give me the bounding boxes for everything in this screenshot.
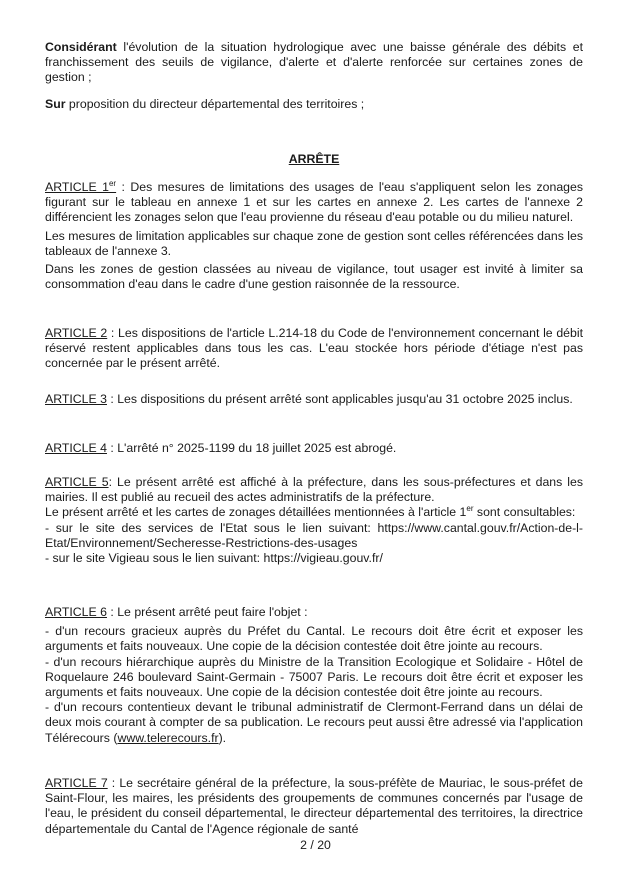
article-6-intro-text: : Le présent arrêté peut faire l'objet : bbox=[106, 605, 308, 619]
article-2-text: : Les dispositions de l'article L.214-18 du Code de l'environnement concernant le débit réservé restent applicables dans tous les cas. L'eau stockée hors période d'étiage n'est pas concernée par le présent arrêté. bbox=[45, 326, 583, 371]
arrete-title: ARRÊTE bbox=[288, 152, 340, 166]
article-1-paragraph-3: Dans les zones de gestion classées au niveau de vigilance, tout usager est invité à limiter sa consommation d'eau dans le cadre d'une gestion raisonnée de la ressource. bbox=[45, 262, 583, 292]
article-1-label bbox=[45, 180, 116, 194]
article-1-label-sup: er bbox=[108, 178, 117, 188]
article-5-text-2a: Le présent arrêté et les cartes de zonages détaillées mentionnées à l'article 1 bbox=[45, 505, 467, 520]
article-2 bbox=[45, 326, 583, 372]
article-1-paragraph-2: Les mesures de limitation applicables sur chaque zone de gestion sont celles référencées dans les tableaux de l'annexe 3. bbox=[45, 228, 583, 258]
article-3-paragraph bbox=[45, 392, 583, 407]
article-5-paragraph-1 bbox=[45, 475, 583, 505]
telerecours-link[interactable]: www.telerecours.fr bbox=[117, 730, 219, 745]
sur-keyword: Sur bbox=[45, 97, 66, 111]
considerant-text: l'évolution de la situation hydrologique avec une baisse générale des débits et franchissement des seuils de vigilance, d'alerte et d'alerte renforcée sur certaines zones de gestion ; bbox=[45, 40, 583, 85]
considerant-block bbox=[45, 40, 583, 86]
article-2-label: ARTICLE 2 bbox=[45, 326, 108, 340]
article-5-paragraph-2 bbox=[45, 505, 583, 520]
page-number: 2 / 20 bbox=[300, 838, 331, 852]
article-1-text-1: : Des mesures de limitations des usages de l'eau s'appliquent selon les zonages figurant sur le tableau en annexe 1 et sur les cartes en annexe 2. Les cartes de l'annexe 2 différencient les zonages selon que l'eau provienne du réseau d'eau potable ou du milieu naturel. bbox=[45, 180, 584, 225]
article-1 bbox=[45, 180, 583, 292]
article-5-text-1: : Le présent arrêté est affiché à la préfecture, dans les sous-préfectures et dans les mairies. Il est publié au recueil des actes administratifs de la préfecture. bbox=[45, 475, 584, 505]
article-7 bbox=[45, 776, 583, 837]
article-7-paragraph bbox=[45, 776, 583, 837]
article-4-paragraph bbox=[45, 441, 583, 456]
article-3 bbox=[45, 392, 583, 407]
article-6-label: ARTICLE 6 bbox=[45, 605, 107, 619]
article-4 bbox=[45, 441, 583, 456]
article-5-label: ARTICLE 5 bbox=[45, 475, 109, 489]
article-1-label-text: ARTICLE 1 bbox=[45, 180, 109, 194]
article-6-paragraph-1: - d'un recours gracieux auprès du Préfet du Cantal. Le recours doit être écrit et exposer les arguments et faits nouveaux. Une copie de la décision contestée doit être jointe au recours. bbox=[45, 624, 583, 654]
article-5-paragraph-4: - sur le site Vigieau sous le lien suivant: https://vigieau.gouv.fr/ bbox=[45, 551, 383, 566]
article-5-sup: er bbox=[466, 504, 474, 514]
article-6 bbox=[45, 605, 583, 746]
article-5 bbox=[45, 475, 583, 566]
article-4-label: ARTICLE 4 bbox=[45, 441, 107, 455]
article-6-text-3b: ). bbox=[218, 730, 227, 745]
article-4-text: : L'arrêté n° 2025-1199 du 18 juillet 2025 est abrogé. bbox=[106, 441, 397, 455]
article-6-paragraph-3 bbox=[45, 700, 583, 746]
article-3-label: ARTICLE 3 bbox=[45, 392, 107, 406]
considerant-paragraph bbox=[45, 40, 583, 86]
considerant-keyword: Considérant bbox=[45, 40, 117, 54]
arrete-block bbox=[45, 152, 583, 167]
sur-paragraph bbox=[45, 97, 583, 112]
article-1-paragraph-1 bbox=[45, 180, 583, 226]
article-5-text-2b: sont consultables: bbox=[473, 505, 576, 520]
sur-text: proposition du directeur départemental des territoires ; bbox=[65, 97, 365, 111]
article-7-label: ARTICLE 7 bbox=[45, 776, 108, 790]
article-5-paragraph-3: - sur le site des services de l'Etat sous le lien suivant: https://www.cantal.gouv.fr/Action-de-l-Etat/Environnement/Secheresse-Restrictions-des-usages bbox=[45, 520, 583, 550]
article-3-text: : Les dispositions du présent arrêté sont applicables jusqu'au 31 octobre 2025 inclus. bbox=[106, 392, 573, 406]
article-6-intro bbox=[45, 605, 583, 620]
article-7-text: : Le secrétaire général de la préfecture, la sous-préfète de Mauriac, le sous-préfet de Saint-Flour, les maires, les présidents des groupements de communes concernés par l'usage de l'eau, le président du conseil départemental, le directeur départemental des territoires, la directrice départementale du Cantal de l'Agence régionale de santé bbox=[45, 776, 583, 836]
article-2-paragraph bbox=[45, 326, 583, 372]
article-6-text-3a: - d'un recours contentieux devant le tribunal administratif de Clermont-Ferrand dans un délai de deux mois courant à compter de sa publication. Le recours peut aussi être adressé via l'application Télérecours ( bbox=[45, 700, 583, 745]
sur-block bbox=[45, 97, 583, 112]
article-6-paragraph-2: - d'un recours hiérarchique auprès du Ministre de la Transition Ecologique et Solidaire - Hôtel de Roquelaure 246 boulevard Saint-Germain - 75007 Paris. Le recours doit être écrit et exposer les arguments et faits nouveaux. Une copie de la décision contestée doit être jointe au recours. bbox=[45, 654, 583, 700]
